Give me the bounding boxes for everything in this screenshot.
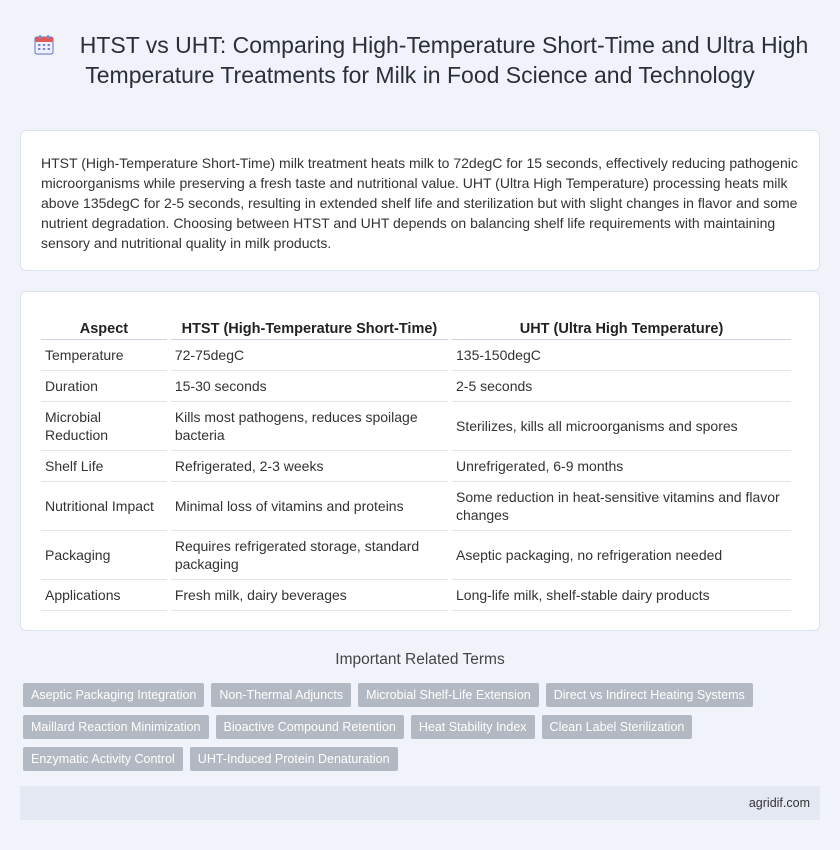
cell-aspect: Temperature xyxy=(41,340,167,371)
table-row xyxy=(41,482,791,531)
cell-htst: Minimal loss of vitamins and proteins xyxy=(171,482,448,531)
related-term-tag[interactable]: Non-Thermal Adjuncts xyxy=(211,683,351,707)
cell-uht: Aseptic packaging, no refrigeration needed xyxy=(452,531,791,580)
header-uht: UHT (Ultra High Temperature) xyxy=(452,314,791,340)
cell-aspect: Duration xyxy=(41,371,167,402)
related-term-tag[interactable]: Maillard Reaction Minimization xyxy=(23,715,209,739)
cell-htst: Refrigerated, 2-3 weeks xyxy=(171,451,448,482)
table-header-row xyxy=(41,314,791,340)
intro-card xyxy=(20,130,820,271)
cell-htst: Kills most pathogens, reduces spoilage bacteria xyxy=(171,402,448,451)
header-htst: HTST (High-Temperature Short-Time) xyxy=(171,314,448,340)
page-title-text: HTST vs UHT: Comparing High-Temperature Short-Time and Ultra High Temperature Treatments for Milk in Food Science and Technology xyxy=(79,32,809,88)
cell-htst: 15-30 seconds xyxy=(171,371,448,402)
cell-uht: 135-150degC xyxy=(452,340,791,371)
cell-uht: Some reduction in heat-sensitive vitamins and flavor changes xyxy=(452,482,791,531)
comparison-card xyxy=(20,291,820,631)
cell-uht: Unrefrigerated, 6-9 months xyxy=(452,451,791,482)
comparison-table xyxy=(37,314,795,611)
footer-site-link[interactable]: agridif.com xyxy=(748,796,810,810)
related-term-tag[interactable]: Direct vs Indirect Heating Systems xyxy=(546,683,753,707)
cell-uht: Sterilizes, kills all microorganisms and spores xyxy=(452,402,791,451)
table-row xyxy=(41,451,791,482)
table-row xyxy=(41,531,791,580)
cell-aspect: Applications xyxy=(41,580,167,611)
related-term-tag[interactable]: Clean Label Sterilization xyxy=(542,715,693,739)
related-term-tag[interactable]: UHT-Induced Protein Denaturation xyxy=(190,747,398,771)
cell-aspect: Packaging xyxy=(41,531,167,580)
header-aspect: Aspect xyxy=(41,314,167,340)
cell-aspect: Nutritional Impact xyxy=(41,482,167,531)
related-terms-list xyxy=(23,683,823,771)
cell-htst: 72-75degC xyxy=(171,340,448,371)
page-title xyxy=(25,30,815,90)
cell-uht: 2-5 seconds xyxy=(452,371,791,402)
table-row xyxy=(41,580,791,611)
cell-htst: Fresh milk, dairy beverages xyxy=(171,580,448,611)
related-terms-title: Important Related Terms xyxy=(335,651,505,668)
table-row xyxy=(41,402,791,451)
related-term-tag[interactable]: Enzymatic Activity Control xyxy=(23,747,183,771)
page-header xyxy=(0,0,840,120)
intro-text: HTST (High-Temperature Short-Time) milk treatment heats milk to 72degC for 15 seconds, effectively reducing pathogenic microorganisms while preserving a fresh taste and nutritional value. UHT (Ultra High Temperature) processing heats milk above 135degC for 2-5 seconds, resulting in extended shelf life and sterilization but with slight changes in flavor and some nutrient degradation. Choosing between HTST and UHT depends on balancing shelf life requirements with maintaining sensory and nutritional quality in milk products. xyxy=(41,155,798,251)
table-row xyxy=(41,340,791,371)
related-term-tag[interactable]: Aseptic Packaging Integration xyxy=(23,683,204,707)
related-term-tag[interactable]: Microbial Shelf-Life Extension xyxy=(358,683,539,707)
related-term-tag[interactable]: Bioactive Compound Retention xyxy=(216,715,404,739)
table-row xyxy=(41,371,791,402)
cell-htst: Requires refrigerated storage, standard packaging xyxy=(171,531,448,580)
cell-aspect: Microbial Reduction xyxy=(41,402,167,451)
calendar-icon xyxy=(32,33,56,57)
cell-uht: Long-life milk, shelf-stable dairy products xyxy=(452,580,791,611)
related-term-tag[interactable]: Heat Stability Index xyxy=(411,715,535,739)
footer xyxy=(20,786,820,820)
cell-aspect: Shelf Life xyxy=(41,451,167,482)
